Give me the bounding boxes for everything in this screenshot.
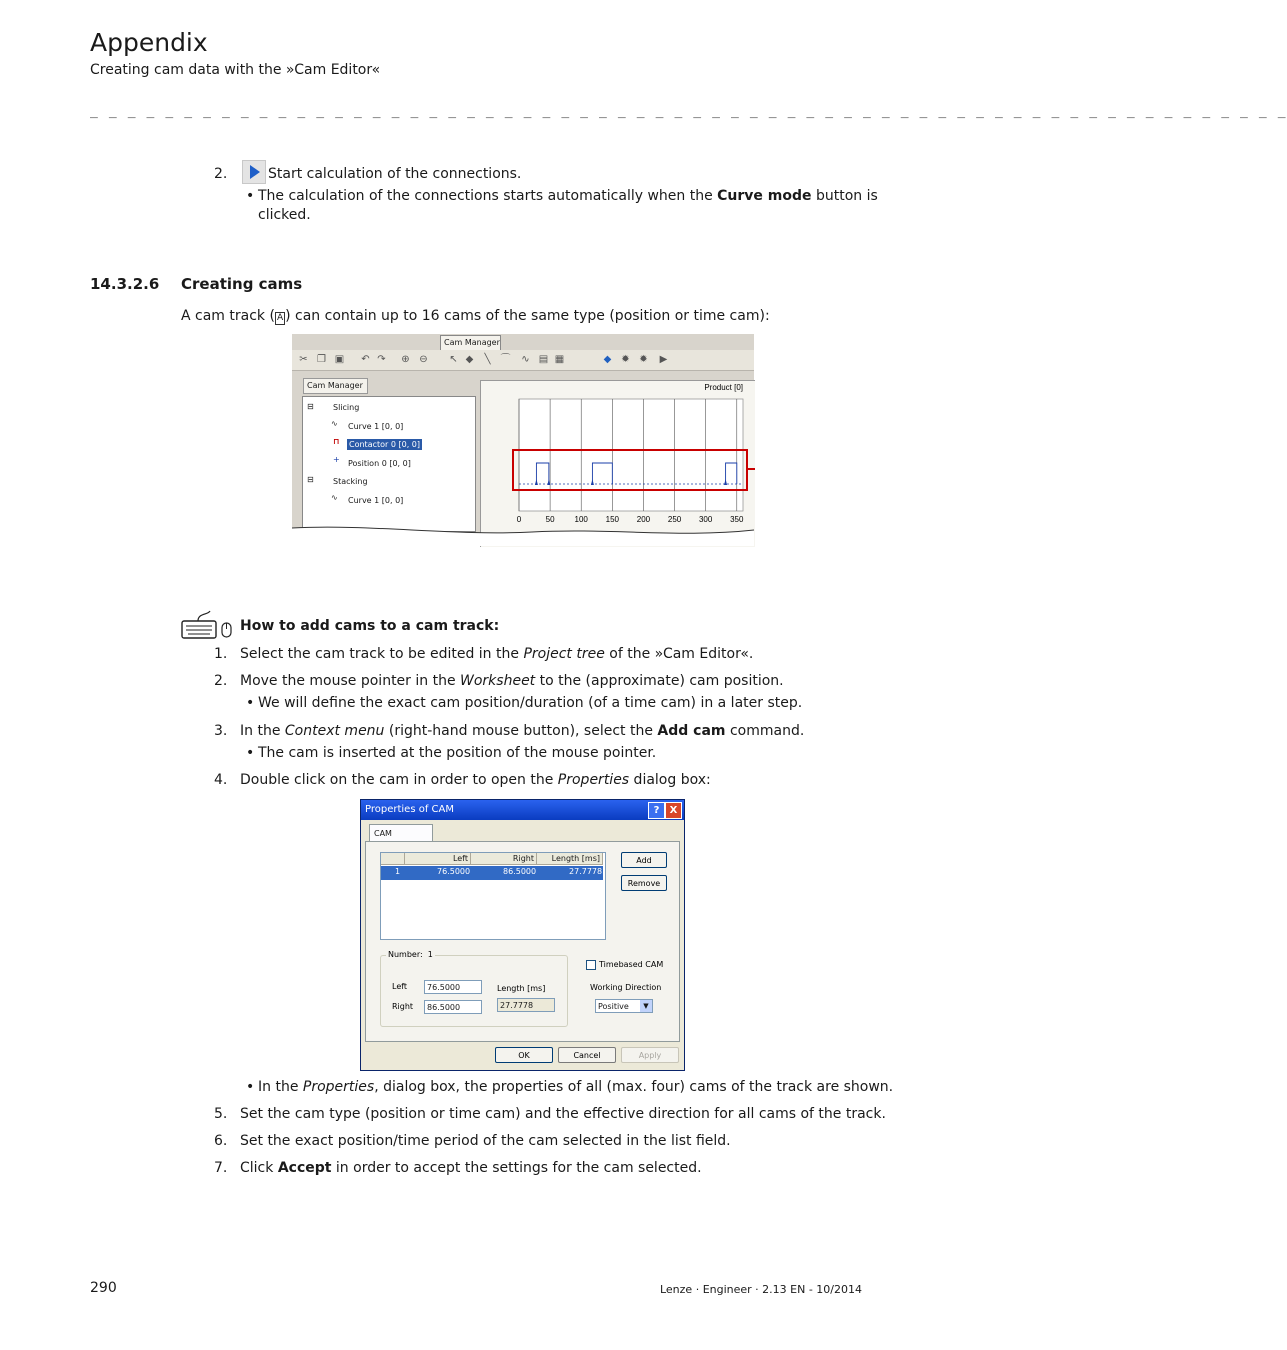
chart-title: Product [0]	[704, 383, 743, 392]
tree-item[interactable]: Stacking	[333, 477, 368, 486]
step-text: Click Accept in order to accept the settings for the cam selected.	[240, 1160, 702, 1176]
gear2-icon[interactable]: ✹	[639, 354, 648, 365]
cancel-button[interactable]: Cancel	[558, 1047, 616, 1063]
copy-icon[interactable]: ❐	[317, 354, 326, 365]
toolbar	[292, 350, 754, 371]
close-button[interactable]: X	[665, 802, 682, 819]
bullet-text: The cam is inserted at the position of the mouse pointer.	[258, 745, 657, 761]
cut-icon[interactable]: ✂	[299, 354, 308, 365]
howto-heading: How to add cams to a cam track:	[240, 618, 500, 634]
step-number: 2.	[214, 166, 228, 182]
play-icon[interactable]: ▶	[659, 354, 668, 365]
timebased-checkbox[interactable]	[586, 960, 596, 970]
bullet-text: We will define the exact cam position/duration (of a time cam) in a later step.	[258, 695, 803, 711]
step-text: Set the exact position/time period of the cam selected in the list field.	[240, 1133, 731, 1149]
tree-item[interactable]: Curve 1 [0, 0]	[348, 496, 404, 505]
left-field[interactable]: 76.5000	[424, 980, 482, 994]
contactor-icon: ⊓	[333, 437, 340, 446]
section-title: Creating cams	[181, 275, 303, 293]
marker-a-icon: A	[276, 313, 284, 323]
zoom-out-icon[interactable]: ⊖	[419, 354, 428, 365]
step-text: In the Context menu (right-hand mouse button), select the Add cam command.	[240, 723, 805, 739]
length-label: Length [ms]	[497, 984, 546, 993]
step-number: 3.	[214, 723, 228, 739]
x-tick-label: 100	[574, 515, 588, 524]
bullet-dot: •	[246, 745, 255, 761]
wave-icon[interactable]: ∿	[521, 354, 530, 365]
x-tick-label: 0	[516, 515, 522, 524]
tab-cam-contactor[interactable]: CAM	[369, 824, 433, 841]
curve-icon: ∿	[331, 419, 338, 428]
page-number: 290	[90, 1280, 117, 1296]
header-rule: _ _ _ _ _ _ _ _ _ _ _ _ _ _ _ _ _ _ _ _ _ _ _ _ _ _ _ _ _ _ _ _ _ _ _ _ _ _ _ _ _ _ _ _ _ _ _ _ _ _ _ _ _ _ _ _ _ _ _ _ _ _ _ _	[90, 104, 1287, 119]
page-title: Appendix	[90, 28, 208, 57]
timebased-label: Timebased CAM	[599, 960, 664, 969]
bullet-dot: •	[246, 188, 255, 204]
point-icon[interactable]: ◆	[465, 354, 474, 365]
right-label: Right	[392, 1002, 414, 1011]
redo-icon[interactable]: ↷	[377, 354, 386, 365]
column-header-length[interactable]: Length [ms]	[537, 853, 603, 865]
torn-edge	[292, 524, 754, 546]
left-label: Left	[392, 982, 408, 991]
properties-dialog	[360, 799, 685, 1071]
bullet-text: In the Properties, dialog box, the properties of all (max. four) cams of the track are shown.	[258, 1079, 894, 1095]
step-number: 5.	[214, 1106, 228, 1122]
step-text: Start calculation of the connections.	[268, 166, 522, 182]
curve-mode-icon[interactable]: ◆	[603, 354, 612, 365]
x-tick-label: 50	[545, 515, 555, 524]
worksheet[interactable]	[480, 380, 755, 547]
step-number: 2.	[214, 673, 228, 689]
play-icon	[242, 160, 266, 184]
ok-button[interactable]: OK	[495, 1047, 553, 1063]
line-icon[interactable]: ╲	[484, 354, 491, 365]
step-text: Set the cam type (position or time cam) and the effective direction for all cams of the track.	[240, 1106, 886, 1122]
curve-icon: ∿	[331, 493, 338, 502]
right-field[interactable]: 86.5000	[424, 1000, 482, 1014]
page-subtitle: Creating cam data with the »Cam Editor«	[90, 62, 381, 78]
tree-item[interactable]: Position 0 [0, 0]	[348, 459, 411, 468]
tab-cam-manager[interactable]: Cam Manager	[440, 335, 501, 351]
cell-index: 1	[395, 867, 401, 876]
direction-label: Working Direction	[590, 983, 662, 992]
cam-chart	[481, 381, 755, 547]
paste-icon[interactable]: ▣	[334, 354, 345, 365]
step-text: Select the cam track to be edited in the Project tree of the »Cam Editor«.	[240, 646, 754, 662]
help-button[interactable]: ?	[648, 802, 665, 819]
step-text: Double click on the cam in order to open the Properties dialog box:	[240, 772, 711, 788]
position-icon: +	[333, 455, 340, 464]
tree-item-selected[interactable]: Contactor 0 [0, 0]	[349, 440, 420, 449]
cell-left: 76.5000	[437, 867, 471, 876]
x-tick-label: 300	[698, 515, 713, 524]
section-number: 14.3.2.6	[90, 275, 160, 293]
x-tick-label: 150	[605, 515, 620, 524]
project-tree[interactable]	[302, 396, 476, 532]
number-label: Number: 1	[388, 950, 433, 959]
undo-icon[interactable]: ↶	[361, 354, 370, 365]
tree-item[interactable]: Curve 1 [0, 0]	[348, 422, 404, 431]
bullet-text: The calculation of the connections starts automatically when the Curve mode button is	[258, 188, 878, 204]
section-intro: A cam track ( A ) can contain up to 16 cams of the same type (position or time cam):	[181, 308, 770, 324]
cam-editor-screenshot	[292, 334, 754, 546]
column-header-left[interactable]: Left	[405, 853, 471, 865]
bullet-text-cont: clicked.	[258, 207, 311, 223]
cam-list[interactable]	[380, 852, 606, 940]
curve-icon[interactable]: ⌒	[500, 354, 511, 365]
bullet-dot: •	[246, 1079, 255, 1095]
cell-right: 86.5000	[503, 867, 537, 876]
column-header-right[interactable]: Right	[471, 853, 537, 865]
step-text: Move the mouse pointer in the Worksheet to the (approximate) cam position.	[240, 673, 784, 689]
tree-expander-icon[interactable]: ⊟	[307, 402, 314, 411]
tree-item[interactable]: Slicing	[333, 403, 360, 412]
bullet-dot: •	[246, 695, 255, 711]
step-number: 6.	[214, 1133, 228, 1149]
step-number: 4.	[214, 772, 228, 788]
tree-expander-icon[interactable]: ⊟	[307, 475, 314, 484]
zoom-in-icon[interactable]: ⊕	[401, 354, 410, 365]
keyboard-mouse-icon	[180, 609, 234, 645]
cell-length: 27.7778	[569, 867, 603, 876]
dialog-title: Properties of CAM	[365, 804, 454, 815]
x-tick-label: 200	[636, 515, 651, 524]
pointer-icon[interactable]: ↖	[449, 354, 458, 365]
table-row[interactable]	[381, 866, 603, 880]
settings-icon[interactable]: ▤	[538, 354, 549, 365]
dialog-pane	[365, 841, 680, 1042]
column-header-index	[381, 853, 405, 865]
table-icon[interactable]: ▦	[554, 354, 565, 365]
apply-button[interactable]: Apply	[621, 1047, 679, 1063]
x-tick-label: 250	[667, 515, 682, 524]
length-field: 27.7778	[497, 998, 555, 1012]
footer-text: Lenze · Engineer · 2.13 EN - 10/2014	[659, 1283, 862, 1296]
step-number: 1.	[214, 646, 228, 662]
cam-manager-button[interactable]: Cam Manager	[303, 378, 368, 394]
remove-button[interactable]: Remove	[621, 875, 667, 891]
dialog-title-bar	[361, 800, 684, 820]
add-button[interactable]: Add	[621, 852, 667, 868]
chevron-down-icon[interactable]: ▼	[640, 1000, 652, 1012]
step-number: 7.	[214, 1160, 228, 1176]
gear-icon[interactable]: ✹	[621, 354, 630, 365]
x-tick-label: 350	[730, 515, 744, 524]
direction-select[interactable]: Positive ▼	[595, 999, 653, 1013]
